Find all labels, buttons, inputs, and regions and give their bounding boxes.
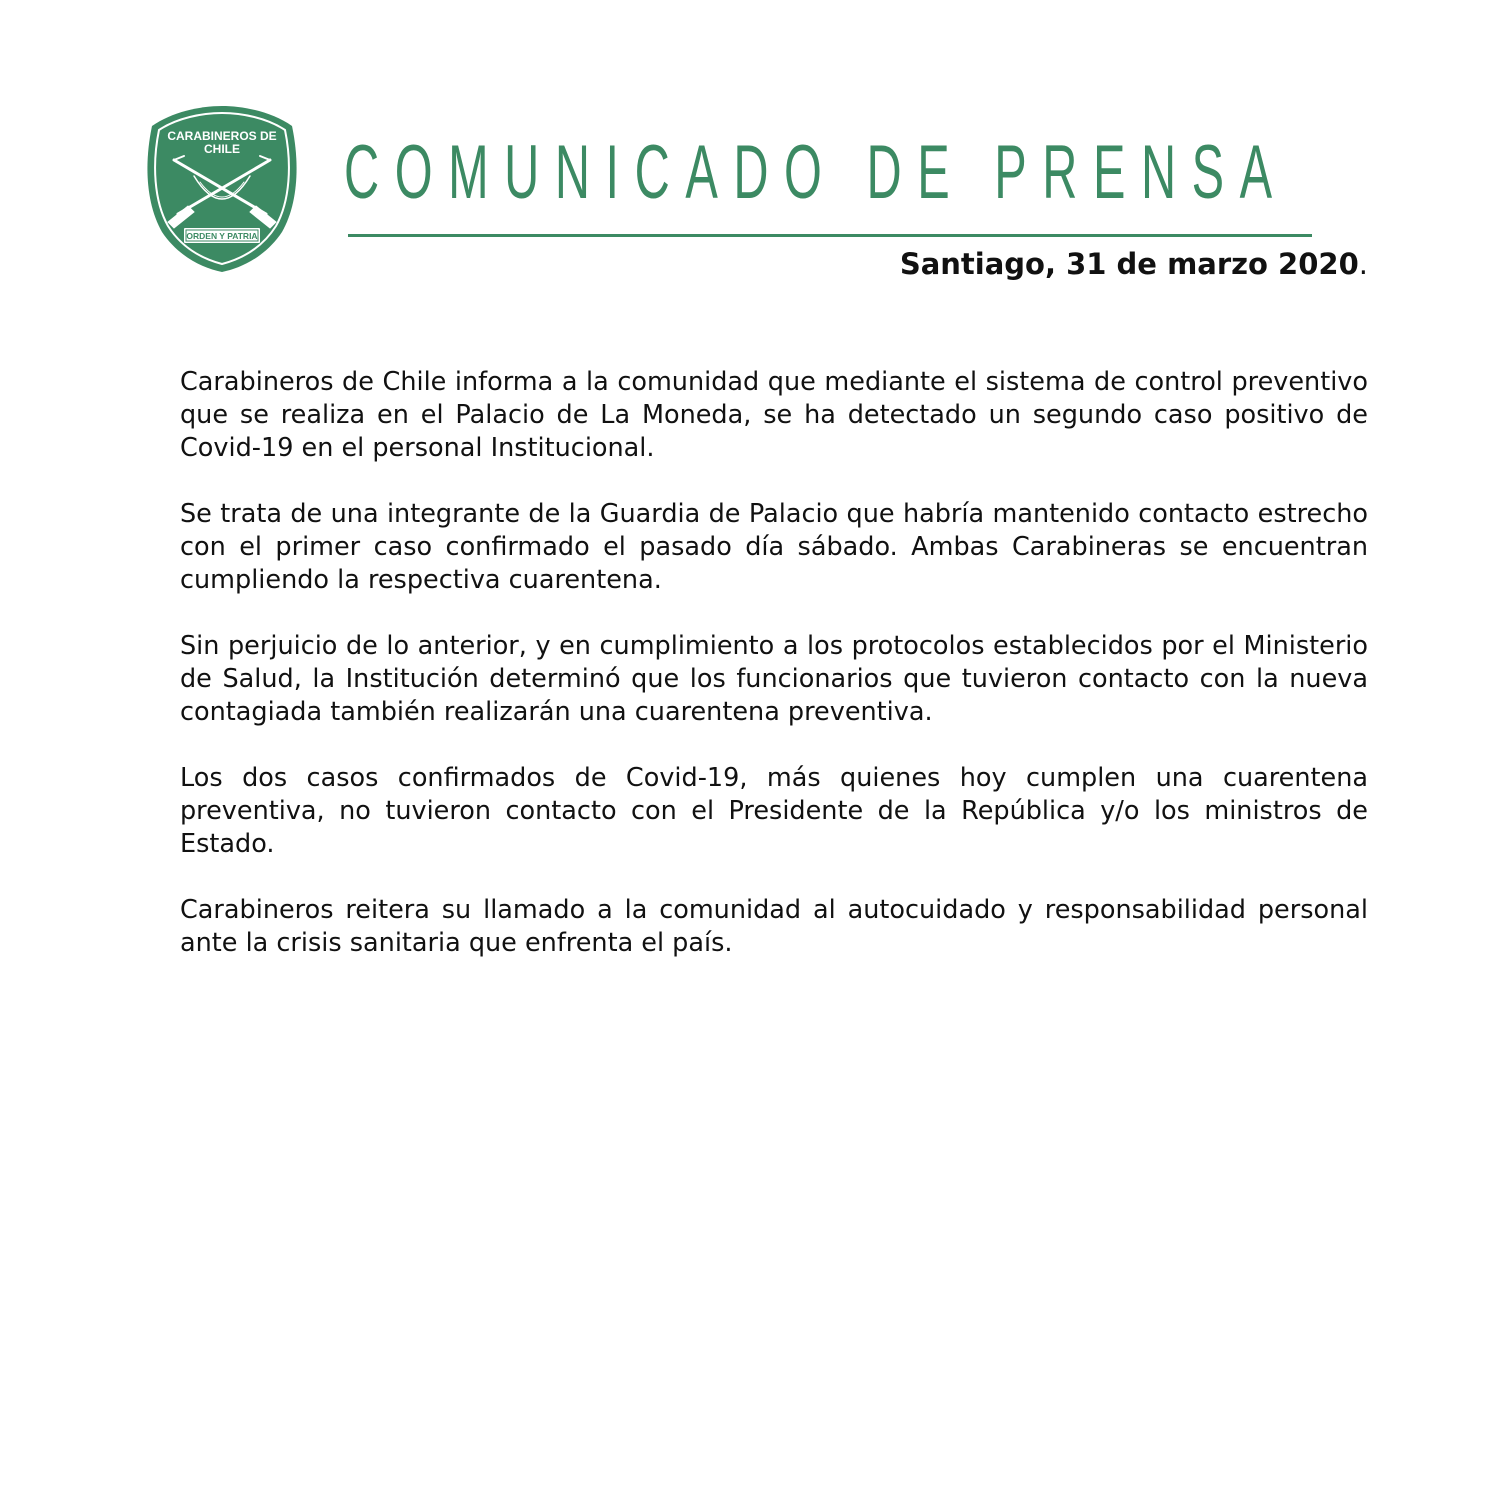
shield-emblem-icon [144,104,300,274]
dateline-text: Santiago, 31 de marzo 2020 [899,247,1359,281]
title-underline [348,234,1312,237]
body-paragraph: Los dos casos confirmados de Covid-19, más quienes hoy cumplen una cuarentena preventiva, no tuvieron contacto con el Presidente de la República y/o los ministros de Estado. [180,763,1368,859]
logo-middle-text: CHILE [204,142,240,156]
carabineros-logo [144,104,300,274]
logo-motto-text: ORDEN Y PATRIA [186,231,258,241]
page-title: COMUNICADO DE PRENSA [344,130,1288,215]
body-paragraph: Se trata de una integrante de la Guardia de Palacio que habría mantenido contacto estrecho con el primer caso confirmado el pasado día sábado. Ambas Carabineras se encuentran cumpliendo la respectiva cuarentena. [180,499,1368,595]
body-paragraph: Sin perjuicio de lo anterior, y en cumplimiento a los protocolos establecidos por el Ministerio de Salud, la Institución determinó que los funcionarios que tuvieron contacto con la nueva contagiada también realizarán una cuarentena preventiva. [180,631,1368,727]
dateline [900,246,1368,282]
dateline-period: . [1358,247,1368,281]
body-paragraph: Carabineros reitera su llamado a la comunidad al autocuidado y responsabilidad personal ante la crisis sanitaria que enfrenta el país. [180,895,1368,958]
press-release-body [180,366,1368,993]
body-paragraph: Carabineros de Chile informa a la comunidad que mediante el sistema de control preventivo que se realiza en el Palacio de La Moneda, se ha detectado un segundo caso positivo de Covid-19 en el personal Institucional. [180,367,1368,463]
logo-top-text: CARABINEROS DE [167,129,277,143]
